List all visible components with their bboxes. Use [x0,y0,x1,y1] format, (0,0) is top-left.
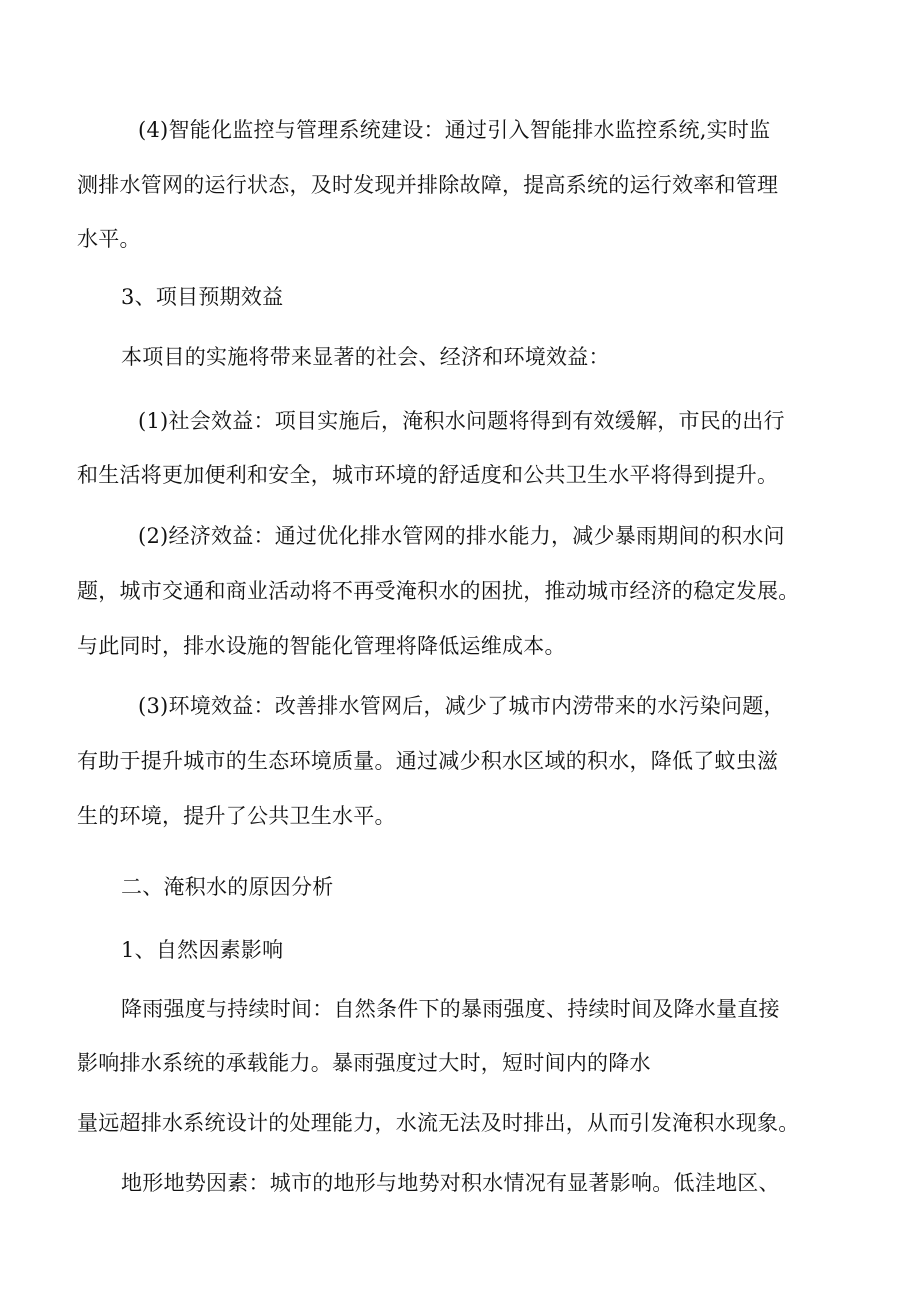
paragraph-line: (1)社会效益：项目实施后，淹积水问题将得到有效缓解，市民的出行 [138,409,785,433]
paragraph-line: 题，城市交通和商业活动将不再受淹积水的困扰，推动城市经济的稳定发展。 [77,579,800,603]
chapter-heading: 二、淹积水的原因分析 [121,875,334,899]
paragraph-line: 测排水管网的运行状态，及时发现并排除故障，提高系统的运行效率和管理 [77,173,779,197]
paragraph-line: 地形地势因素：城市的地形与地势对积水情况有显著影响。低洼地区、 [121,1171,780,1195]
paragraph-line: 和生活将更加便利和安全，城市环境的舒适度和公共卫生水平将得到提升。 [77,463,779,487]
paragraph-line: 降雨强度与持续时间：自然条件下的暴雨强度、持续时间及降水量直接 [121,997,780,1021]
section-heading: 1、自然因素影响 [121,938,284,962]
paragraph-line: 量远超排水系统设计的处理能力，水流无法及时排出，从而引发淹积水现象。 [77,1111,800,1135]
paragraph-line: 生的环境，提升了公共卫生水平。 [77,804,396,828]
paragraph-line: 影响排水系统的承载能力。暴雨强度过大时，短时间内的降水 [77,1051,651,1075]
paragraph-line: 水平。 [77,227,141,251]
paragraph-line: (2)经济效益：通过优化排水管网的排水能力，减少暴雨期间的积水问 [138,524,785,548]
section-heading: 3、项目预期效益 [121,285,284,309]
paragraph-line: 与此同时，排水设施的智能化管理将降低运维成本。 [77,634,566,658]
paragraph-line: (3)环境效益：改善排水管网后，减少了城市内涝带来的水污染问题， [138,694,785,718]
paragraph-line: (4)智能化监控与管理系统建设：通过引入智能排水监控系统,实时监 [138,118,771,142]
paragraph-line: 本项目的实施将带来显著的社会、经济和环境效益： [121,345,610,369]
paragraph-line: 有助于提升城市的生态环境质量。通过减少积水区域的积水，降低了蚊虫滋 [77,749,779,773]
